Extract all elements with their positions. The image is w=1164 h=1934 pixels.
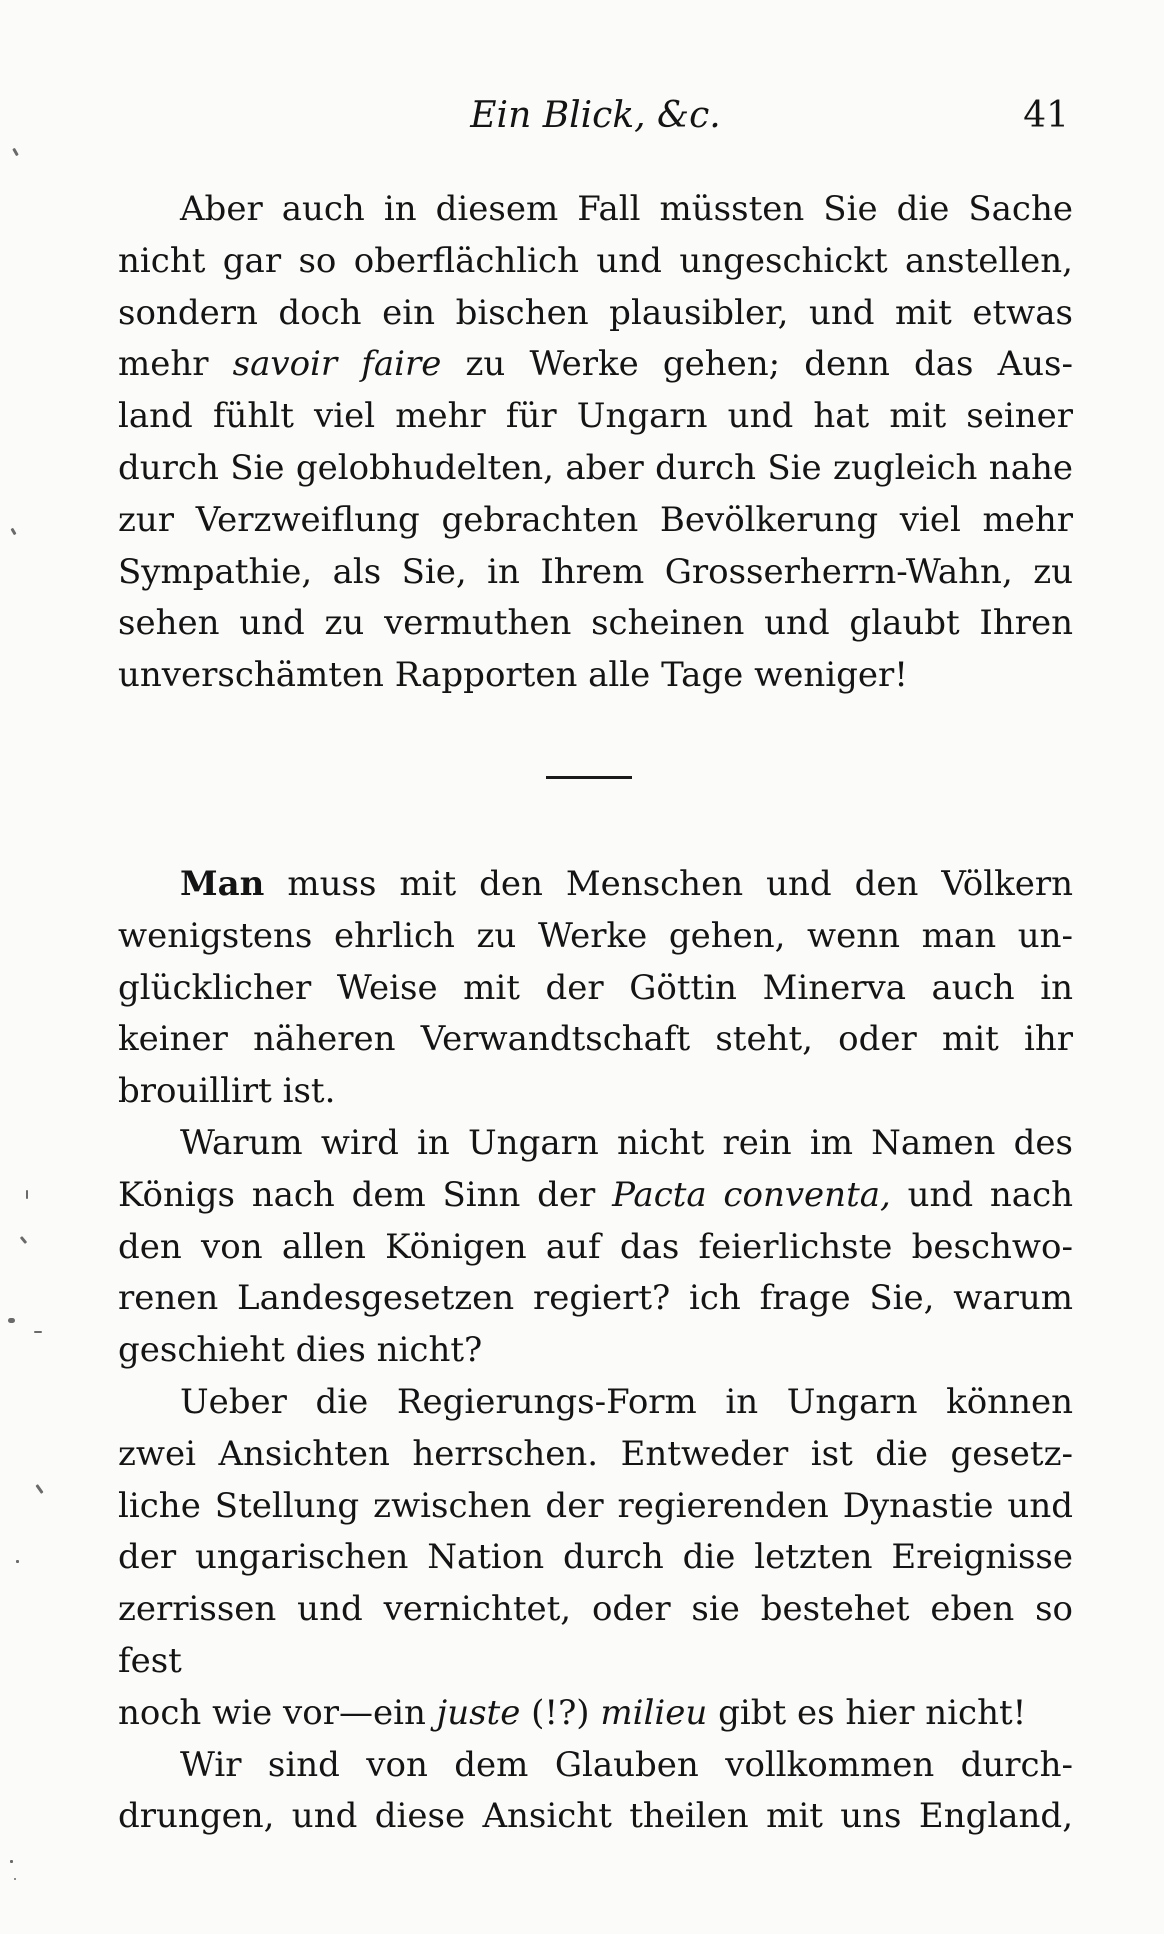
italic-phrase: savoir faire — [232, 344, 442, 385]
scan-speck — [20, 1236, 27, 1244]
line: unverschämten Rapporten alle Tage weniger! — [118, 655, 908, 696]
line: zerrissen und vernichtet, oder sie bestehet eben so fest — [118, 1589, 1073, 1681]
scan-speck — [8, 1318, 15, 1323]
line-part: und nach — [907, 1174, 1074, 1215]
scan-speck — [10, 1860, 13, 1863]
line: geschieht dies nicht? — [118, 1330, 483, 1371]
line: land fühlt viel mehr für Ungarn und hat mit seiner — [118, 396, 1073, 437]
text-block-1 — [118, 184, 1073, 702]
line: sondern doch ein bischen plausibler, und mit etwas — [118, 292, 1073, 333]
italic-phrase: milieu — [600, 1692, 708, 1733]
line-part: zu Werke gehen; denn das Aus- — [465, 344, 1073, 385]
line — [118, 339, 1073, 391]
italic-phrase: Pacta conventa, — [612, 1174, 891, 1215]
line: brouillirt ist. — [118, 1071, 336, 1112]
line: glücklicher Weise mit der Göttin Minerva auch in — [118, 967, 1073, 1008]
line: drungen, und diese Ansicht theilen mit uns England, — [118, 1796, 1073, 1837]
line: Sympathie, als Sie, in Ihrem Grosserherrn-Wahn, zu — [118, 551, 1073, 592]
line-part: gibt es hier nicht! — [718, 1692, 1027, 1733]
line: durch Sie gelobhudelten, aber durch Sie zugleich nahe — [118, 447, 1073, 488]
running-title: Ein Blick, &c. — [470, 95, 721, 136]
scan-speck — [34, 1331, 42, 1333]
scan-speck — [12, 148, 19, 156]
line: zur Verzweiflung gebrachten Bevölkerung viel mehr — [118, 499, 1073, 540]
line-part: (!?) — [531, 1692, 590, 1733]
line: renen Landesgesetzen regiert? ich frage Sie, warum — [118, 1278, 1073, 1319]
line-part: muss mit den Menschen und den Völkern — [287, 864, 1073, 904]
line: nicht gar so oberflächlich und ungeschickt anstellen, — [118, 240, 1073, 281]
italic-phrase: juste — [436, 1692, 521, 1733]
line-part: mehr — [118, 344, 209, 385]
scan-speck — [35, 1484, 43, 1494]
margin-specks — [0, 0, 60, 1934]
line: keiner näheren Verwandtschaft steht, oder mit ihr — [118, 1019, 1073, 1060]
scan-speck — [14, 1878, 16, 1880]
line: Wir sind von dem Glauben vollkommen durch- — [180, 1744, 1073, 1785]
line: sehen und zu vermuthen scheinen und glaubt Ihren — [118, 603, 1073, 644]
line — [118, 1688, 1073, 1740]
line: zwei Ansichten herrschen. Entweder ist die gesetz- — [118, 1433, 1073, 1474]
page-number: 41 — [1023, 95, 1069, 136]
text-block-2 — [118, 859, 1073, 1843]
scan-speck — [26, 1190, 28, 1199]
line: liche Stellung zwischen der regierenden Dynastie und — [118, 1485, 1073, 1526]
running-head — [118, 86, 1073, 146]
line: Warum wird in Ungarn nicht rein im Namen des — [180, 1122, 1073, 1163]
line — [118, 859, 1073, 911]
line: Ueber die Regierungs-Form in Ungarn können — [180, 1381, 1073, 1422]
scan-speck — [10, 528, 16, 536]
line: der ungarischen Nation durch die letzten Ereignisse — [118, 1537, 1073, 1578]
line-part: Königs nach dem Sinn der — [118, 1174, 596, 1215]
first-word: Man — [180, 864, 265, 904]
line: den von allen Königen auf das feierlichste beschwo- — [118, 1226, 1073, 1267]
line-part: noch wie vor—ein — [118, 1692, 426, 1733]
line: wenigstens ehrlich zu Werke gehen, wenn man un- — [118, 915, 1073, 956]
section-divider — [546, 776, 632, 779]
line — [118, 1170, 1073, 1222]
line: Aber auch in diesem Fall müssten Sie die Sache — [180, 189, 1073, 229]
scan-speck — [16, 1560, 19, 1563]
